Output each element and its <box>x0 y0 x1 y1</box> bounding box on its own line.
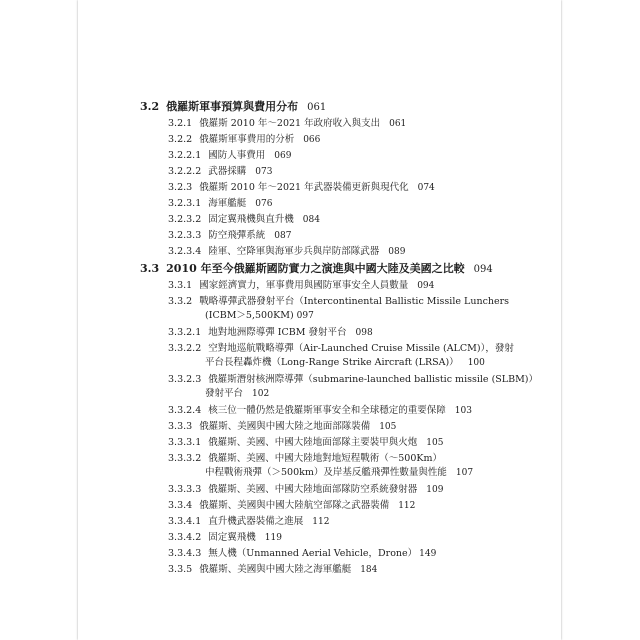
toc-entry-3-3-4-1[interactable] <box>168 516 329 528</box>
section-number: 3.2.3.1 <box>168 198 202 209</box>
section-title: 2010 年至今俄羅斯國防實力之演進與中國大陸及美國之比較 <box>166 262 465 275</box>
page-number: 109 <box>426 485 444 495</box>
page-number: 119 <box>264 533 282 543</box>
toc-entry-3-3-5[interactable] <box>168 564 377 576</box>
page-number: 103 <box>454 406 472 416</box>
section-number: 3.2.3 <box>168 182 193 193</box>
toc-entry-3-3-2-3-continuation[interactable] <box>205 388 269 400</box>
toc-entry-3-2-3[interactable] <box>168 182 435 194</box>
section-title: 俄羅斯、美國、中國大陸地面部隊主要裝甲與火炮 <box>208 437 418 448</box>
page-number: 112 <box>312 517 330 527</box>
page-number: 084 <box>302 215 320 225</box>
section-number: 3.3.2 <box>168 296 193 307</box>
page-number: 089 <box>388 247 406 257</box>
page-number: 105 <box>426 438 444 448</box>
page-number: 076 <box>255 199 273 209</box>
section-number: 3.2.2.1 <box>168 150 202 161</box>
page-number: 102 <box>252 389 270 399</box>
toc-entry-3-3-2-2-continuation[interactable] <box>205 357 485 369</box>
toc-entry-3-3-2-3[interactable] <box>168 374 538 386</box>
toc-entry-3-3-2-1[interactable] <box>168 327 373 339</box>
section-number: 3.2.3.3 <box>168 230 202 241</box>
section-number: 3.2.3.2 <box>168 214 202 225</box>
section-number: 3.3 <box>140 262 160 275</box>
section-number: 3.3.3.1 <box>168 437 202 448</box>
section-title: 海軍艦艇 <box>208 198 247 209</box>
toc-entry-3-3-4-2[interactable] <box>168 532 282 544</box>
section-number: 3.2.2 <box>168 134 193 145</box>
toc-entry-3-2-3-4[interactable] <box>168 246 405 258</box>
section-title: 俄羅斯軍事費用的分析 <box>199 134 295 145</box>
section-number: 3.3.4.2 <box>168 532 202 543</box>
page-number: 073 <box>255 167 273 177</box>
section-title: 核三位一體仍然是俄羅斯軍事安全和全球穩定的重要保障 <box>208 405 446 416</box>
section-number: 3.3.3 <box>168 421 193 432</box>
section-title-continued: 發射平台 <box>205 388 244 399</box>
section-title: 俄羅斯軍事預算與費用分布 <box>166 100 299 113</box>
page-number: 097 <box>296 311 314 321</box>
section-title: 俄羅斯潛射核洲際導彈（submarine-launched ballistic missile (SLBM)） <box>208 374 539 385</box>
section-title: 陸軍、空降軍與海軍步兵與岸防部隊武器 <box>208 246 380 257</box>
section-number: 3.3.5 <box>168 564 193 575</box>
section-title: 武器採購 <box>208 166 247 177</box>
toc-entry-3-3-1[interactable] <box>168 280 434 292</box>
toc-entry-3-3[interactable] <box>140 262 493 276</box>
section-title: 防空飛彈系統 <box>208 230 266 241</box>
section-number: 3.2.2.2 <box>168 166 202 177</box>
toc-entry-3-2-3-1[interactable] <box>168 198 272 210</box>
section-number: 3.3.3.3 <box>168 484 202 495</box>
page-number: 061 <box>307 102 327 113</box>
section-number: 3.3.4 <box>168 500 193 511</box>
section-number: 3.3.2.2 <box>168 343 202 354</box>
section-title: 俄羅斯、美國與中國大陸航空部隊之武器裝備 <box>199 500 390 511</box>
toc-entry-3-2-2-1[interactable] <box>168 150 291 162</box>
page-number: 105 <box>379 422 397 432</box>
page-number: 066 <box>303 135 321 145</box>
section-title: 直升機武器裝備之進展 <box>208 516 304 527</box>
toc-entry-3-3-2-continuation[interactable] <box>205 310 314 322</box>
section-title: 俄羅斯、美國、中國大陸地面部隊防空系統發射器 <box>208 484 418 495</box>
page-number: 098 <box>355 328 373 338</box>
section-title: 俄羅斯、美國與中國大陸之海軍艦艇 <box>199 564 352 575</box>
page-number: 184 <box>360 565 378 575</box>
section-number: 3.3.4.3 <box>168 548 202 559</box>
toc-entry-3-3-3-2[interactable] <box>168 453 442 465</box>
toc-entry-3-2-3-3[interactable] <box>168 230 291 242</box>
section-title: 俄羅斯 2010 年～2021 年政府收入與支出 <box>199 118 381 129</box>
document-page <box>78 0 561 640</box>
toc-entry-3-2-2[interactable] <box>168 134 320 146</box>
section-title: 固定翼飛機 <box>208 532 256 543</box>
section-number: 3.3.1 <box>168 280 193 291</box>
page-number: 094 <box>417 281 435 291</box>
section-title-continued: (ICBM＞5,500KM) <box>205 310 294 321</box>
page-number: 149 <box>419 549 437 559</box>
toc-entry-3-3-3-1[interactable] <box>168 437 443 449</box>
section-number: 3.2.3.4 <box>168 246 202 257</box>
section-title: 固定翼飛機與直升機 <box>208 214 294 225</box>
page-number: 094 <box>473 264 493 275</box>
toc-entry-3-3-4[interactable] <box>168 500 415 512</box>
section-number: 3.3.2.3 <box>168 374 202 385</box>
table-of-contents <box>78 0 561 640</box>
section-number: 3.3.2.4 <box>168 405 202 416</box>
section-number: 3.3.2.1 <box>168 327 202 338</box>
section-title: 俄羅斯 2010 年～2021 年武器裝備更新與現代化 <box>199 182 409 193</box>
section-title: 空對地巡航戰略導彈（Air-Launched Cruise Missile (ALCM)），發射 <box>208 343 514 354</box>
section-title: 俄羅斯、美國與中國大陸之地面部隊裝備 <box>199 421 371 432</box>
section-number: 3.2.1 <box>168 118 193 129</box>
section-title: 俄羅斯、美國、中國大陸地對地短程戰術（～500Km） <box>208 453 442 464</box>
toc-entry-3-3-3-3[interactable] <box>168 484 443 496</box>
section-title: 國防人事費用 <box>208 150 266 161</box>
page-number: 107 <box>455 468 474 478</box>
toc-entry-3-3-3[interactable] <box>168 421 396 433</box>
page-number: 074 <box>417 183 435 193</box>
toc-entry-3-2-2-2[interactable] <box>168 166 272 178</box>
section-title: 無人機（Unmanned Aerial Vehicle，Drone） <box>208 548 418 559</box>
toc-entry-3-3-2[interactable] <box>168 296 509 308</box>
toc-entry-3-2-3-2[interactable] <box>168 214 320 226</box>
section-title: 戰略導彈武器發射平台（Intercontinental Ballistic Missile Lunchers <box>199 296 510 307</box>
section-title: 國家經濟實力，軍事費用與國防軍事安全人員數量 <box>199 280 409 291</box>
section-title: 地對地洲際導彈 ICBM 發射平台 <box>208 327 347 338</box>
toc-entry-3-3-3-2-continuation[interactable] <box>205 467 473 479</box>
section-number: 3.3.3.2 <box>168 453 202 464</box>
section-title-continued: 中程戰術飛彈（＞500km）及岸基反艦飛彈性數量與性能 <box>205 467 447 478</box>
toc-entry-3-2[interactable] <box>140 100 326 114</box>
toc-entry-3-3-4-3[interactable] <box>168 548 436 560</box>
page-number: 061 <box>389 119 407 129</box>
toc-entry-3-3-2-2[interactable] <box>168 343 514 355</box>
page-number: 069 <box>274 151 292 161</box>
section-number: 3.3.4.1 <box>168 516 202 527</box>
toc-entry-3-3-2-4[interactable] <box>168 405 472 417</box>
section-title-continued: 平台長程轟炸機（Long-Range Strike Aircraft (LRSA)） <box>205 357 459 368</box>
page-number: 100 <box>467 358 485 368</box>
toc-entry-3-2-1[interactable] <box>168 118 406 130</box>
page-number: 112 <box>398 501 416 511</box>
section-number: 3.2 <box>140 100 160 113</box>
page-number: 087 <box>274 231 292 241</box>
